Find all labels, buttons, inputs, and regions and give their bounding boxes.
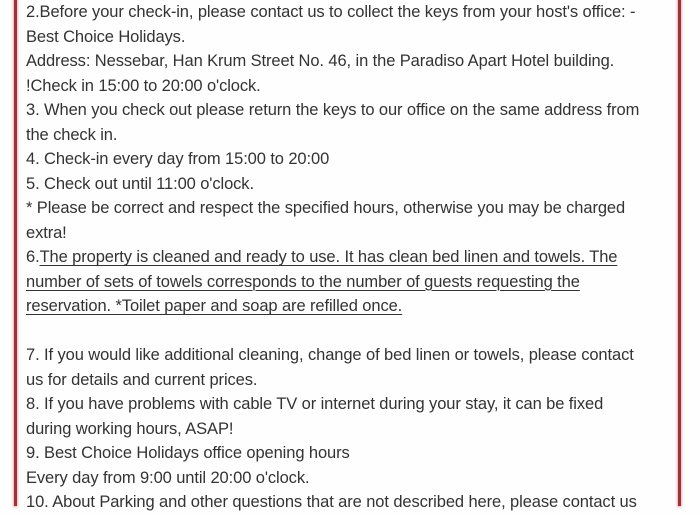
list-item-number: 6.: [26, 248, 40, 266]
text-line: 9. Best Choice Holidays office opening hours: [26, 444, 350, 462]
text-line: 8. If you have problems with cable TV or internet during your stay, it can be fixed: [26, 395, 604, 413]
page-border-left: [14, 0, 17, 506]
underlined-text: The property is cleaned and ready to use. It has clean bed linen and towels. The: [39, 248, 618, 266]
text-line: Address: Nessebar, Han Krum Street No. 46, in the Paradiso Apart Hotel building.: [26, 52, 615, 70]
blank-line: [26, 319, 676, 344]
page-border-right: [678, 0, 681, 506]
text-line: the check in.: [26, 125, 118, 144]
text-line: 7. If you would like additional cleaning, change of bed linen or towels, please contact: [26, 346, 634, 364]
text-line: [26, 245, 676, 270]
text-line: extra!: [26, 223, 67, 242]
text-line: * Please be correct and respect the specified hours, otherwise you may be charged: [26, 199, 626, 217]
text-line: 10. About Parking and other questions that are not described here, please contact us: [26, 493, 637, 511]
underlined-text: number of sets of towels corresponds to the number of guests requesting the: [26, 272, 580, 291]
text-line: 5. Check out until 11:00 o'clock.: [26, 174, 254, 193]
underlined-text: reservation. *Toilet paper and soap are refilled once.: [26, 297, 403, 315]
text-line: 3. When you check out please return the keys to our office on the same address from: [26, 101, 640, 119]
text-line: !Check in 15:00 to 20:00 o'clock.: [26, 76, 261, 95]
house-rules-document: [26, 0, 676, 515]
text-line: 4. Check-in every day from 15:00 to 20:00: [26, 150, 330, 168]
text-line: during working hours, ASAP!: [26, 419, 234, 438]
text-line: Best Choice Holidays.: [26, 27, 186, 46]
text-line: us for details and current prices.: [26, 370, 258, 389]
text-line: [26, 294, 676, 319]
text-line: [26, 270, 676, 295]
text-line: Every day from 9:00 until 20:00 o'clock.: [26, 468, 310, 487]
text-line: 2.Before your check-in, please contact us to collect the keys from your host's office: -: [26, 3, 636, 21]
